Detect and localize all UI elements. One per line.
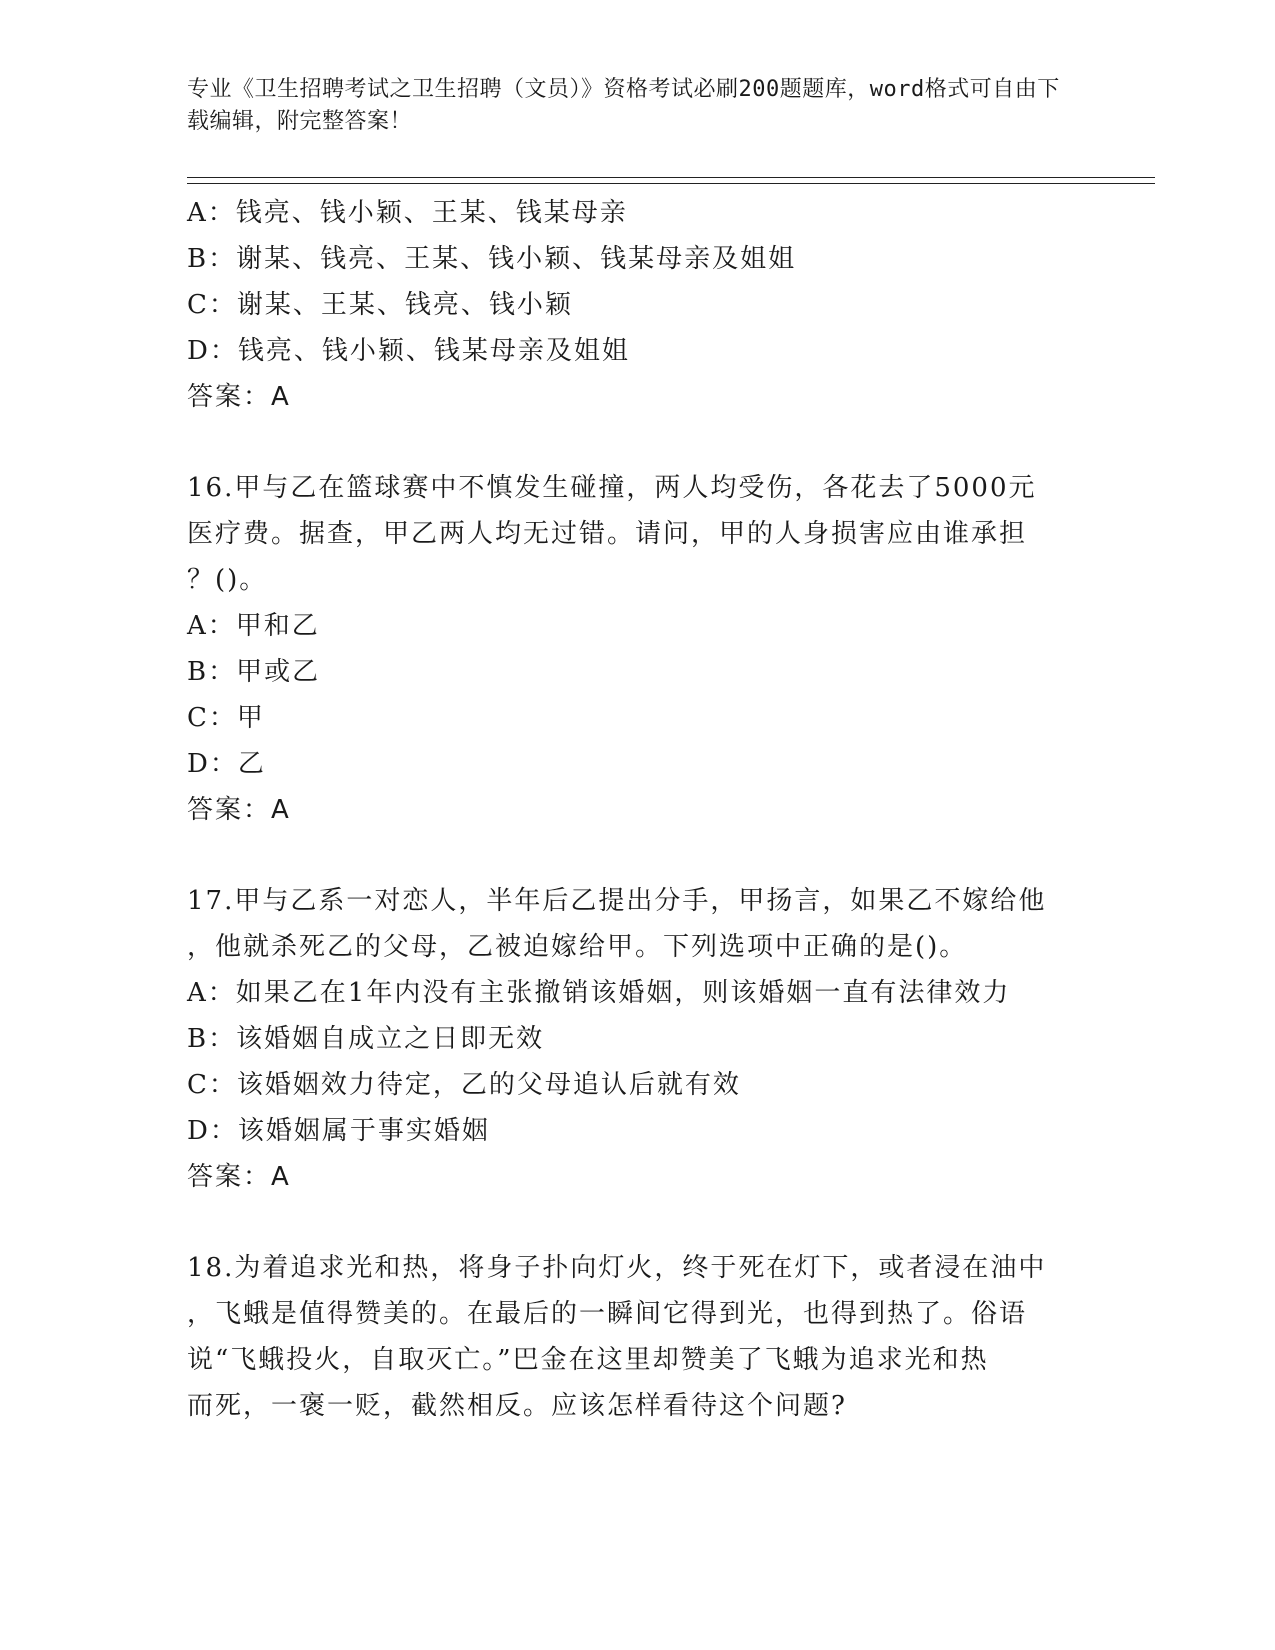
question-text-line: 17.甲与乙系一对恋人，半年后乙提出分手，甲扬言，如果乙不嫁给他 [187, 886, 1047, 916]
question-content [187, 190, 1077, 1429]
option-c: C：该婚姻效力待定，乙的父母追认后就有效 [187, 1070, 741, 1100]
question-text-line: 说“飞蛾投火，自取灭亡。”巴金在这里却赞美了飞蛾为追求光和热 [187, 1345, 989, 1375]
header-rule-top [187, 177, 1155, 178]
option-a: A：甲和乙 [187, 611, 320, 641]
option-a: A：钱亮、钱小颖、王某、钱某母亲 [187, 198, 628, 228]
option-b: B：谢某、钱亮、王某、钱小颖、钱某母亲及姐姐 [187, 244, 797, 274]
question-text-line: 而死，一褒一贬，截然相反。应该怎样看待这个问题? [187, 1391, 847, 1421]
option-b: B：该婚姻自成立之日即无效 [187, 1024, 545, 1054]
question-text-line: ，他就杀死乙的父母，乙被迫嫁给甲。下列选项中正确的是()。 [187, 932, 968, 962]
question-text-line: ，飞蛾是值得赞美的。在最后的一瞬间它得到光，也得到热了。俗语 [187, 1299, 1028, 1329]
question-text-line: ？()。 [187, 565, 268, 595]
option-d: D：钱亮、钱小颖、钱某母亲及姐姐 [187, 336, 630, 366]
option-c: C：甲 [187, 703, 265, 733]
document-header: 专业《卫生招聘考试之卫生招聘（文员）》资格考试必刷200题题库，word格式可自由下载编辑，附完整答案！ [187, 77, 1060, 134]
option-c: C：谢某、王某、钱亮、钱小颖 [187, 290, 573, 320]
answer: 答案：A [187, 1162, 291, 1192]
option-d: D：该婚姻属于事实婚姻 [187, 1116, 490, 1146]
option-a: A：如果乙在1年内没有主张撤销该婚姻，则该婚姻一直有法律效力 [187, 978, 1011, 1008]
header-rule-bottom [187, 183, 1155, 184]
question-text-line: 16.甲与乙在篮球赛中不慎发生碰撞，两人均受伤，各花去了5000元 [187, 473, 1037, 503]
option-b: B：甲或乙 [187, 657, 321, 687]
option-d: D：乙 [187, 749, 266, 779]
question-text-line: 18.为着追求光和热，将身子扑向灯火，终于死在灯下，或者浸在油中 [187, 1253, 1047, 1283]
question-text-line: 医疗费。据查，甲乙两人均无过错。请问，甲的人身损害应由谁承担 [187, 519, 1028, 549]
answer: 答案：A [187, 795, 291, 825]
answer: 答案：A [187, 382, 291, 412]
